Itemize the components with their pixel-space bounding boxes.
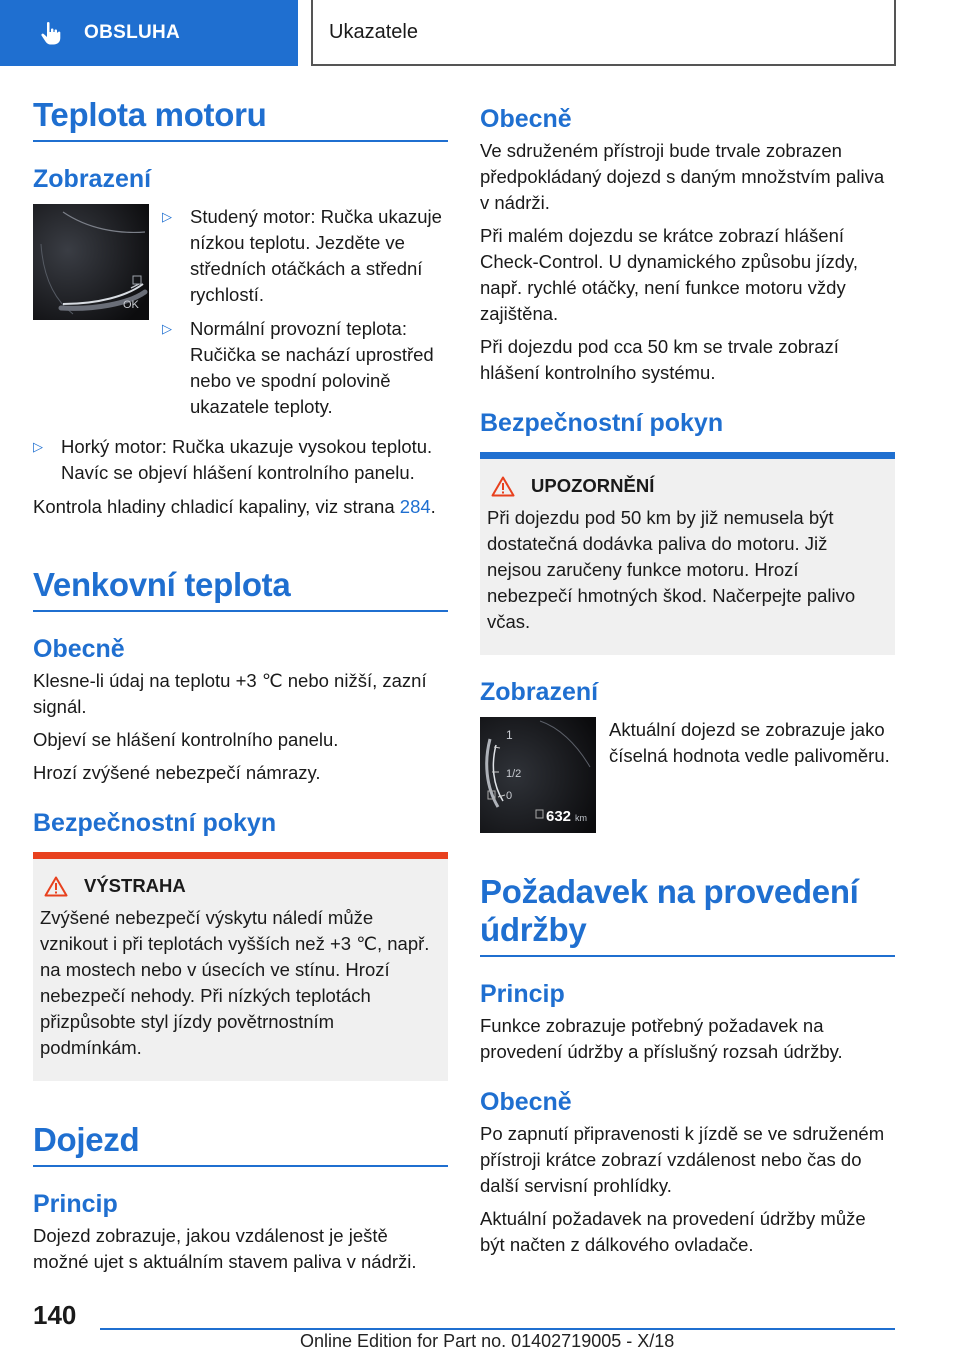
paragraph: Hrozí zvýšené nebezpečí námrazy. [33, 762, 321, 783]
gauge-ok-label: OK [123, 299, 139, 311]
heading-service: Požadavek na provedení údržby [480, 873, 895, 957]
subheading-principle: Princip [33, 1190, 118, 1218]
engine-temp-list-a [162, 204, 448, 420]
heading-engine-temp: Teplota motoru [33, 96, 448, 142]
paragraph: Při dojezdu pod cca 50 km se trvale zobrazí hlášení kontrolního systému. [480, 336, 839, 383]
subheading-general: Obecně [480, 1088, 572, 1116]
gauge-empty-label: 0 [506, 790, 513, 802]
notice-box [480, 452, 895, 655]
list-item: ▷ Normální provozní teplota: Ručička se nachází uprostřed nebo ve spodní polovině ukazatele teploty. [162, 316, 448, 420]
range-figure-row [480, 717, 895, 833]
paragraph: Dojezd zobrazuje, jakou vzdálenost je ještě možné ujet s aktuálním stavem paliva v nádrži. [33, 1225, 417, 1272]
paragraph: Funkce zobrazuje potřebný požadavek na provedení údržby a příslušný rozsah údržby. [480, 1015, 843, 1062]
paragraph: Klesne-li údaj na teplotu +3 ℃ nebo nižší, zazní signál. [33, 670, 427, 717]
warning-triangle-icon [44, 876, 68, 897]
subheading-safety: Bezpečnostní pokyn [33, 809, 277, 837]
paragraph: Při malém dojezdu se krátce zobrazí hlášení Check-Control. U dynamického způsobu jízdy, např. rychlé otáčky, není funkce motoru vždy zajištěna. [480, 225, 859, 324]
left-column [33, 96, 448, 1282]
engine-temp-gauge-image [33, 204, 149, 320]
paragraph: Aktuální požadavek na provedení údržby může být načten z dálkového ovladače. [480, 1208, 866, 1255]
subheading-general: Obecně [480, 105, 572, 133]
section-label: OBSLUHA [84, 22, 181, 43]
range-unit: km [575, 813, 587, 823]
gauge-half-label: 1/2 [506, 768, 522, 780]
list-item: ▷ Horký motor: Ručka ukazuje vysokou teplotu. Navíc se objeví hlášení kontrolního panelu. [33, 434, 448, 486]
notice-text: Při dojezdu pod 50 km by již nemusela být dostatečná dodávka paliva do motoru. Již nejsou zaručeny funkce motoru. Hrozí nebezpečí hmotných škod. Načerpejte palivo včas. [487, 507, 856, 632]
chapter-title: Ukazatele [311, 0, 896, 66]
hand-pointer-icon [38, 20, 64, 46]
subheading-display: Zobrazení [480, 678, 599, 706]
notice-title: UPOZORNĚNÍ [531, 475, 655, 496]
subheading-display: Zobrazení [33, 165, 152, 193]
warning-title: VÝSTRAHA [84, 875, 186, 896]
warning-text: Zvýšené nebezpečí výskytu náledí může vznikout i při teplotách vyšších než +3 ℃, např. na mostech nebo v úsecích ve stínu. Hrozí nebezpečí nehody. Při nízkých teplotách přizpůsobte styl jízdy povětrnostním podmínkám. [40, 907, 430, 1058]
coolant-paragraph: Kontrola hladiny chladicí kapaliny, viz strana 284. [33, 496, 436, 517]
range-gauge-image [480, 717, 596, 833]
subheading-general: Obecně [33, 635, 125, 663]
warning-triangle-icon [491, 476, 515, 497]
paragraph: Objeví se hlášení kontrolního panelu. [33, 729, 339, 750]
subheading-safety: Bezpečnostní pokyn [480, 409, 724, 437]
engine-temp-figure-row [33, 204, 448, 428]
list-item: ▷ Studený motor: Ručka ukazuje nízkou teplotu. Jezděte ve středních otáčkách a střední rychlostí. [162, 204, 448, 308]
warning-box [33, 852, 448, 1081]
right-column [480, 104, 895, 1265]
heading-range: Dojezd [33, 1121, 448, 1167]
heading-outside-temp: Venkovní teplota [33, 566, 448, 612]
subheading-principle: Princip [480, 980, 565, 1008]
paragraph: Ve sdruženém přístroji bude trvale zobrazen předpokládaný dojezd s daným množstvím paliva v nádrži. [480, 140, 885, 213]
section-tab[interactable] [0, 0, 298, 66]
page-number: 140 [33, 1300, 77, 1330]
footer-divider [100, 1328, 895, 1330]
page-ref-link[interactable]: 284 [399, 496, 431, 517]
paragraph: Aktuální dojezd se zobrazuje jako číselná hodnota vedle palivoměru. [609, 719, 890, 766]
paragraph: Po zapnutí připravenosti k jízdě se ve sdruženém přístroji krátce zobrazí vzdálenost nebo čas do další servisní prohlídky. [480, 1123, 885, 1196]
gauge-full-label: 1 [506, 728, 513, 742]
footer-edition: Online Edition for Part no. 01402719005 - X/18 [300, 1331, 675, 1351]
engine-temp-list-b [33, 434, 448, 486]
range-value: 632 [546, 808, 572, 825]
